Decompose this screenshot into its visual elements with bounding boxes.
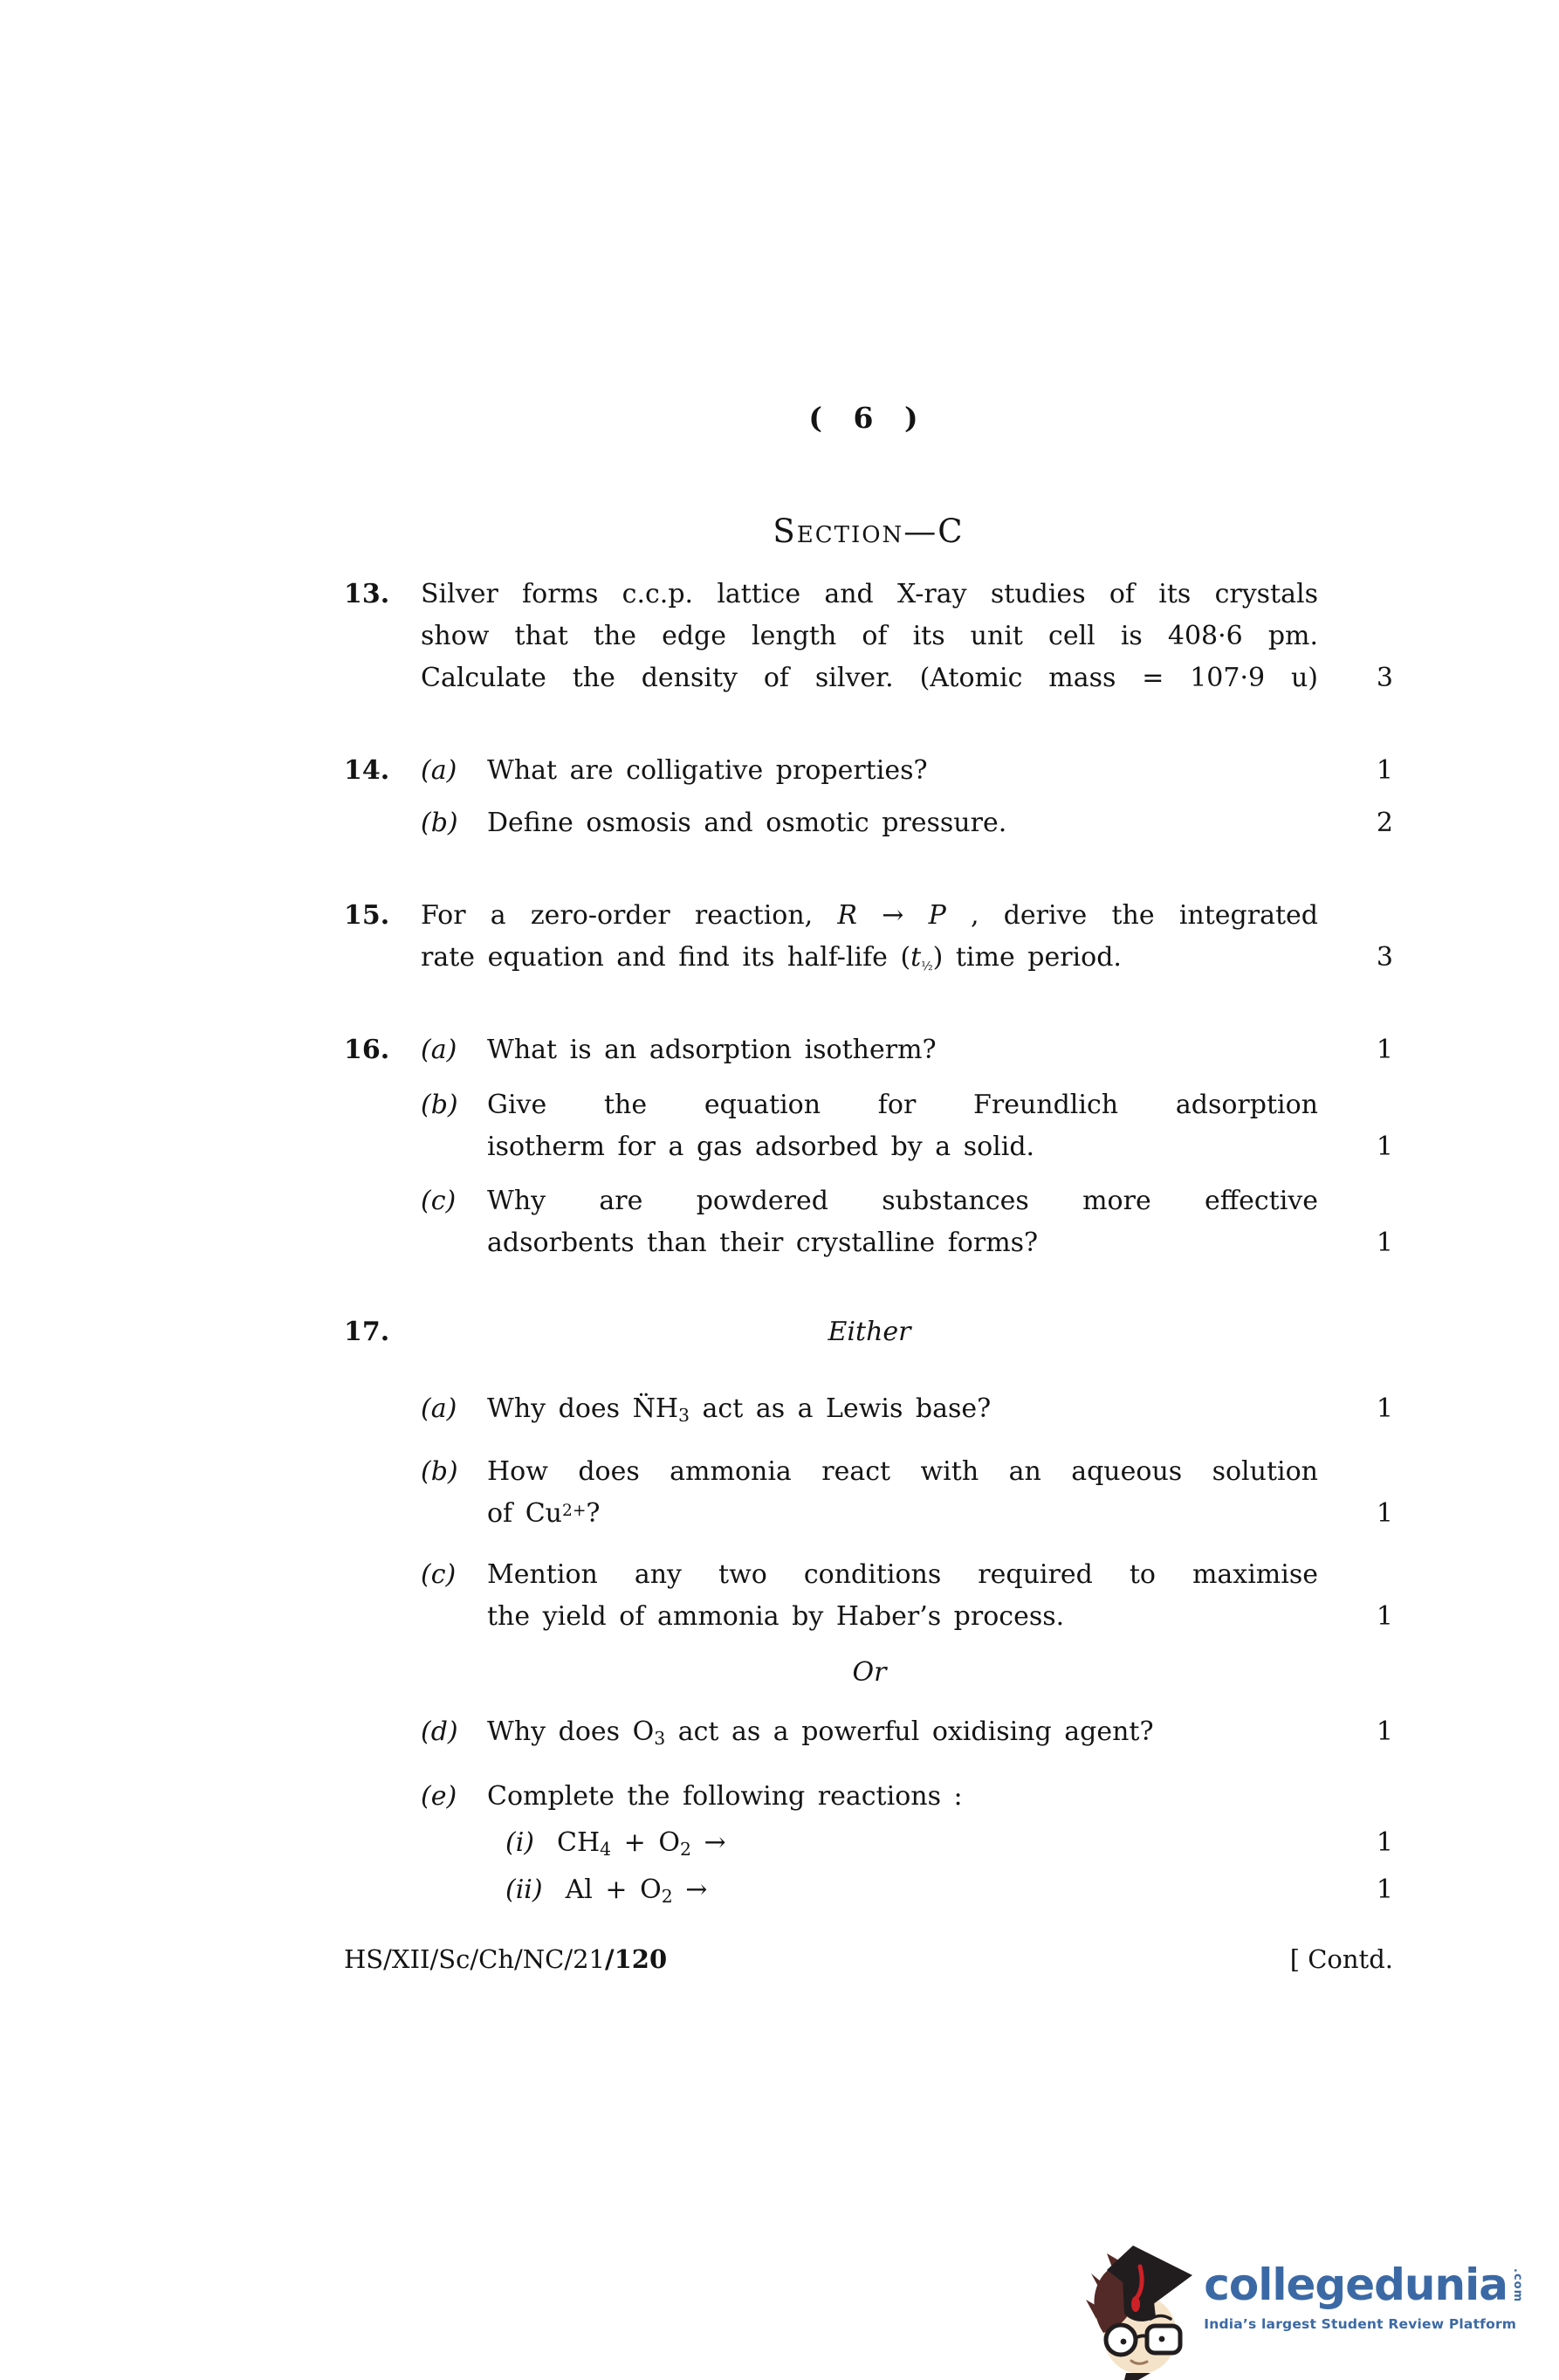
q17d-label: (d) <box>421 1716 458 1747</box>
q14a-marks: 1 <box>1376 755 1393 786</box>
q17e-marks-spacer <box>1318 1776 1393 1818</box>
q13-num-spacer-2 <box>344 616 421 657</box>
q17c-row-1 <box>344 1554 1393 1596</box>
q15-number: 15. <box>344 900 390 931</box>
q17-either-row <box>344 1311 1393 1353</box>
q17-either-label: Either <box>828 1317 911 1347</box>
q17c-row-2 <box>344 1596 1393 1638</box>
q17e-label: (e) <box>421 1781 457 1812</box>
logo-tld: .com <box>1511 2268 1524 2303</box>
q16b-label: (b) <box>421 1090 458 1120</box>
q14a-label: (a) <box>421 755 457 786</box>
q16c-line-1: Why are powdered substances more effective <box>487 1186 1318 1216</box>
collegedunia-mascot-icon <box>1082 2242 1197 2380</box>
q16b-label-spacer-2 <box>421 1126 487 1168</box>
q17-number: 17. <box>344 1317 390 1347</box>
q16c-num-spacer-2 <box>344 1222 421 1264</box>
q17e-num-spacer <box>344 1776 421 1818</box>
logo-tagline: India’s largest Student Review Platform <box>1204 2316 1517 2332</box>
q15-row-1 <box>344 895 1393 937</box>
q17e-ii-marks: 1 <box>1376 1874 1393 1905</box>
q13-row-1 <box>344 574 1393 616</box>
paper-code-bold: /120 <box>605 1944 668 1974</box>
q16c-label: (c) <box>421 1186 457 1216</box>
q13-line-2: show that the edge length of its unit cell is 408·6 pm. <box>421 621 1318 651</box>
paper-code <box>344 1942 667 1977</box>
q17b-num-spacer-1 <box>344 1451 421 1493</box>
q17e-i-label: (i) <box>505 1827 535 1858</box>
q16b-marks: 1 <box>1376 1132 1393 1162</box>
q14b-marks: 2 <box>1376 808 1393 838</box>
q17e-ii-label: (ii) <box>505 1874 543 1905</box>
q17c-marks-spacer-1 <box>1318 1554 1393 1596</box>
q13-num-spacer-3 <box>344 657 421 699</box>
q17a-label: (a) <box>421 1393 457 1424</box>
q17e-ii-num-spacer <box>344 1869 421 1911</box>
q15-row-2 <box>344 937 1393 979</box>
q16b-num-spacer-1 <box>344 1084 421 1126</box>
q16b-line-2: isotherm for a gas adsorbed by a solid. <box>487 1132 1035 1162</box>
q17b-row-1 <box>344 1451 1393 1493</box>
page-content <box>344 397 1393 1911</box>
q17c-label: (c) <box>421 1559 457 1590</box>
q17e-ii-label-spacer <box>421 1869 487 1911</box>
q17d-line-1: Why does $O_3$ act as a powerful oxidising agent? <box>487 1716 1154 1749</box>
q17b-line-1: How does ammonia react with an aqueous solution <box>487 1456 1318 1487</box>
q17b-num-spacer-2 <box>344 1493 421 1535</box>
logo-brand-row <box>1204 2261 1524 2308</box>
q16b-row-2 <box>344 1126 1393 1168</box>
q17-or-marks-spacer <box>1318 1652 1393 1694</box>
q16c-label-spacer-2 <box>421 1222 487 1264</box>
q14a-line-1: What are colligative properties? <box>487 755 928 786</box>
q17e-i-marks: 1 <box>1376 1827 1393 1858</box>
q14a-row <box>344 750 1393 792</box>
q14b-label: (b) <box>421 808 458 838</box>
section-title: Section—C <box>773 512 965 550</box>
q15-marks-spacer-1 <box>1318 895 1393 937</box>
q17-or-row <box>344 1652 1393 1694</box>
q17e-ii-formula: $Al + O_2$ → <box>565 1874 708 1907</box>
q17-or-num-spacer <box>344 1652 421 1694</box>
q16a-row <box>344 1029 1393 1071</box>
q16b-line-1: Give the equation for Freundlich adsorption <box>487 1090 1318 1120</box>
q16c-marks: 1 <box>1376 1228 1393 1258</box>
q13-marks-spacer-2 <box>1318 616 1393 657</box>
q17e-ii-line <box>487 1869 1318 1911</box>
q17e-ii-row <box>344 1869 1393 1911</box>
page-number: ( 6 ) <box>808 401 929 435</box>
logo-brand-name: collegedunia <box>1204 2260 1507 2310</box>
q14b-num-spacer <box>344 802 421 844</box>
q16-number: 16. <box>344 1035 390 1065</box>
q17c-line-1: Mention any two conditions required to maximise <box>487 1559 1318 1590</box>
q16a-label: (a) <box>421 1035 457 1065</box>
q17d-row <box>344 1711 1393 1753</box>
q17b-marks: 1 <box>1376 1498 1393 1529</box>
q14b-row <box>344 802 1393 844</box>
q15-line-2: rate equation and find its half-life $(t_{\frac{1}{2}})$ time period. <box>421 942 1122 974</box>
q17d-marks: 1 <box>1376 1716 1393 1747</box>
q16b-num-spacer-2 <box>344 1126 421 1168</box>
q17e-row <box>344 1776 1393 1818</box>
q17-or-label: Or <box>852 1657 887 1688</box>
q17c-num-spacer-1 <box>344 1554 421 1596</box>
q16b-marks-spacer-1 <box>1318 1084 1393 1126</box>
q17a-row <box>344 1388 1393 1430</box>
q17c-marks: 1 <box>1376 1601 1393 1632</box>
q16c-marks-spacer-1 <box>1318 1180 1393 1222</box>
q16c-num-spacer-1 <box>344 1180 421 1222</box>
q16c-line-2: adsorbents than their crystalline forms? <box>487 1228 1039 1258</box>
q17e-line-1: Complete the following reactions : <box>487 1781 963 1812</box>
q13-marks: 3 <box>1376 663 1393 693</box>
page-footer <box>344 1942 1393 1977</box>
q17d-num-spacer <box>344 1711 421 1753</box>
q17a-num-spacer <box>344 1388 421 1430</box>
q17c-line-2: the yield of ammonia by Haber’s process. <box>487 1601 1065 1632</box>
q17b-row-2 <box>344 1493 1393 1535</box>
q17c-label-spacer-2 <box>421 1596 487 1638</box>
q16c-row-2 <box>344 1222 1393 1264</box>
q17e-i-row <box>344 1822 1393 1864</box>
q17e-i-formula: $CH_4 + O_2$ → <box>557 1827 726 1860</box>
q13-line-3: Calculate the density of silver. (Atomic mass = 107·9 u) <box>421 663 1318 693</box>
logo-text <box>1204 2242 1524 2332</box>
q17b-label: (b) <box>421 1456 458 1487</box>
q17b-line-2: of $Cu^{2+}$? <box>487 1498 601 1529</box>
q14-number: 14. <box>344 755 390 786</box>
q15-line-1: For a zero-order reaction, R → P , derive the integrated <box>421 900 1318 931</box>
q15-marks: 3 <box>1376 942 1393 973</box>
q17a-marks: 1 <box>1376 1393 1393 1424</box>
q15-num-spacer-2 <box>344 937 421 979</box>
q16c-row-1 <box>344 1180 1393 1222</box>
q16a-line-1: What is an adsorption isotherm? <box>487 1035 937 1065</box>
q17e-i-num-spacer <box>344 1822 421 1864</box>
q13-line-1: Silver forms c.c.p. lattice and X-ray studies of its crystals <box>421 579 1318 609</box>
q17c-num-spacer-2 <box>344 1596 421 1638</box>
q16b-row-1 <box>344 1084 1393 1126</box>
q13-row-3 <box>344 657 1393 699</box>
q17e-i-line <box>487 1822 1318 1864</box>
contd-note: [ Contd. <box>1289 1944 1393 1974</box>
q17b-marks-spacer-1 <box>1318 1451 1393 1493</box>
q17e-i-label-spacer <box>421 1822 487 1864</box>
q17-either-marks-spacer <box>1318 1311 1393 1353</box>
collegedunia-logo <box>1082 2242 1524 2380</box>
q13-row-2 <box>344 616 1393 657</box>
q14b-line-1: Define osmosis and osmotic pressure. <box>487 808 1007 838</box>
q16a-marks: 1 <box>1376 1035 1393 1065</box>
q13-marks-spacer-1 <box>1318 574 1393 616</box>
q17b-label-spacer-2 <box>421 1493 487 1535</box>
q17a-line-1: Why does $N̈H_3$ act as a Lewis base? <box>487 1393 992 1426</box>
paper-code-regular: HS/XII/Sc/Ch/NC/21 <box>344 1944 606 1974</box>
q13-number: 13. <box>344 579 390 609</box>
